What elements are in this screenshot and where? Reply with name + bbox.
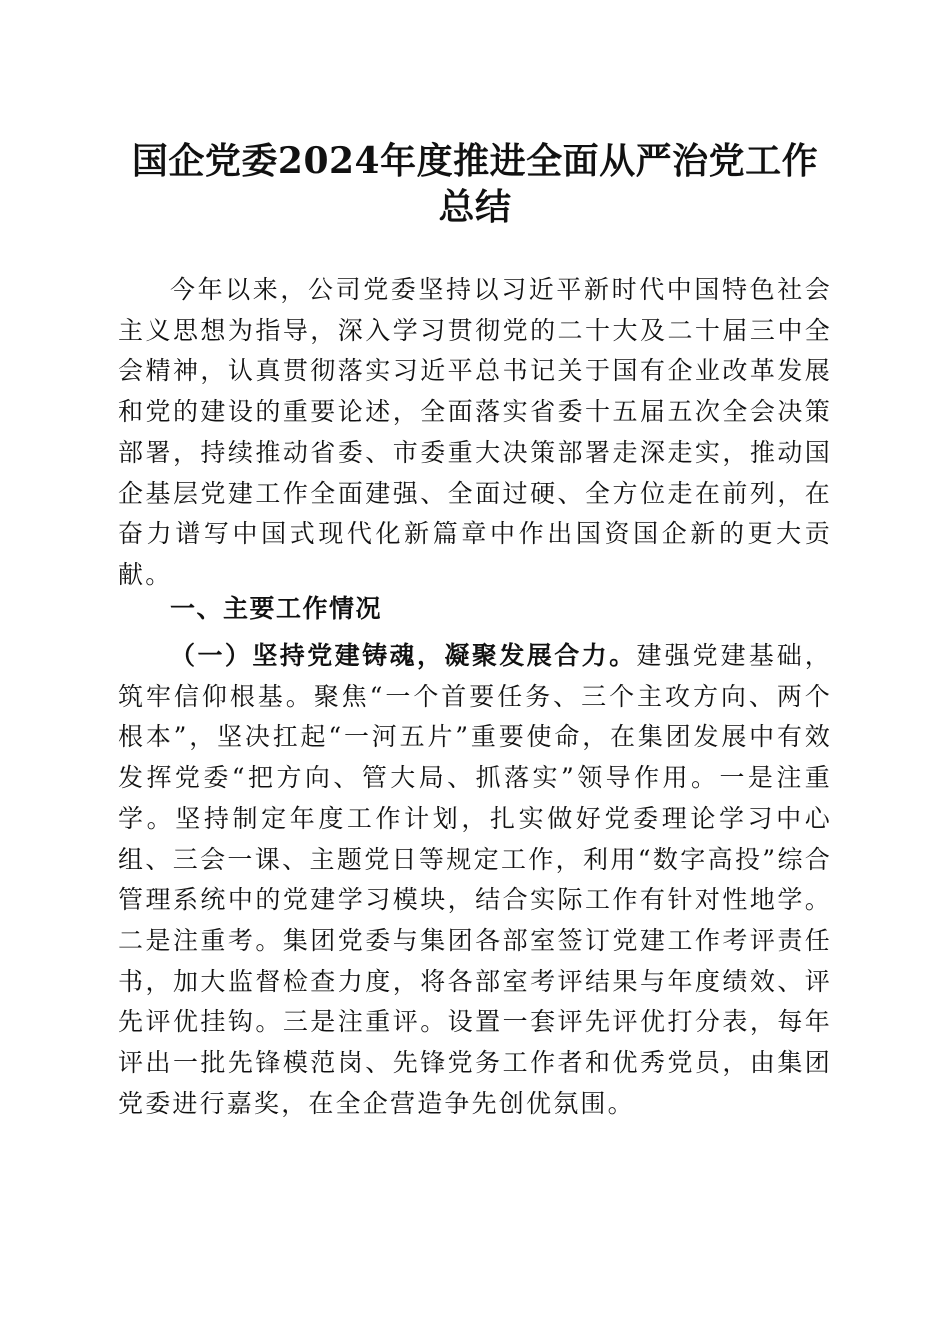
subsection-lead-1: （一）坚持党建铸魂，凝聚发展合力。 <box>170 641 637 670</box>
document-title: 国企党委2024年度推进全面从严治党工作总结 <box>131 140 819 228</box>
subsection-paragraph-1 <box>118 636 832 1124</box>
section-heading-main-work: 一、主要工作情况 <box>170 594 383 623</box>
intro-paragraph: 今年以来，公司党委坚持以习近平新时代中国特色社会主义思想为指导，深入学习贯彻党的二十大及二十届三中全会精神，认真贯彻落实习近平总书记关于国有企业改革发展和党的建设的重要论述，全面落实省委十五届五次全会决策部署，持续推动省委、市委重大决策部署走深走实，推动国企基层党建工作全面建强、全面过硬、全方位走在前列，在奋力谱写中国式现代化新篇章中作出国资国企新的更大贡献。 <box>118 275 832 589</box>
subsection-body-1: 建强党建基础，筑牢信仰根基。聚焦“一个首要任务、三个主攻方向、两个根本”，坚决扛起“一河五片”重要使命，在集团发展中有效发挥党委“把方向、管大局、抓落实”领导作用。一是注重学。坚持制定年度工作计划，扎实做好党委理论学习中心组、三会一课、主题党日等规定工作，利用“数字高投”综合管理系统中的党建学习模块，结合实际工作有针对性地学。二是注重考。集团党委与集团各部室签订党建工作考评责任书，加大监督检查力度，将各部室考评结果与年度绩效、评先评优挂钩。三是注重评。设置一套评先评优打分表，每年评出一批先锋模范岗、先锋党务工作者和优秀党员，由集团党委进行嘉奖，在全企营造争先创优氛围。 <box>118 641 833 1118</box>
